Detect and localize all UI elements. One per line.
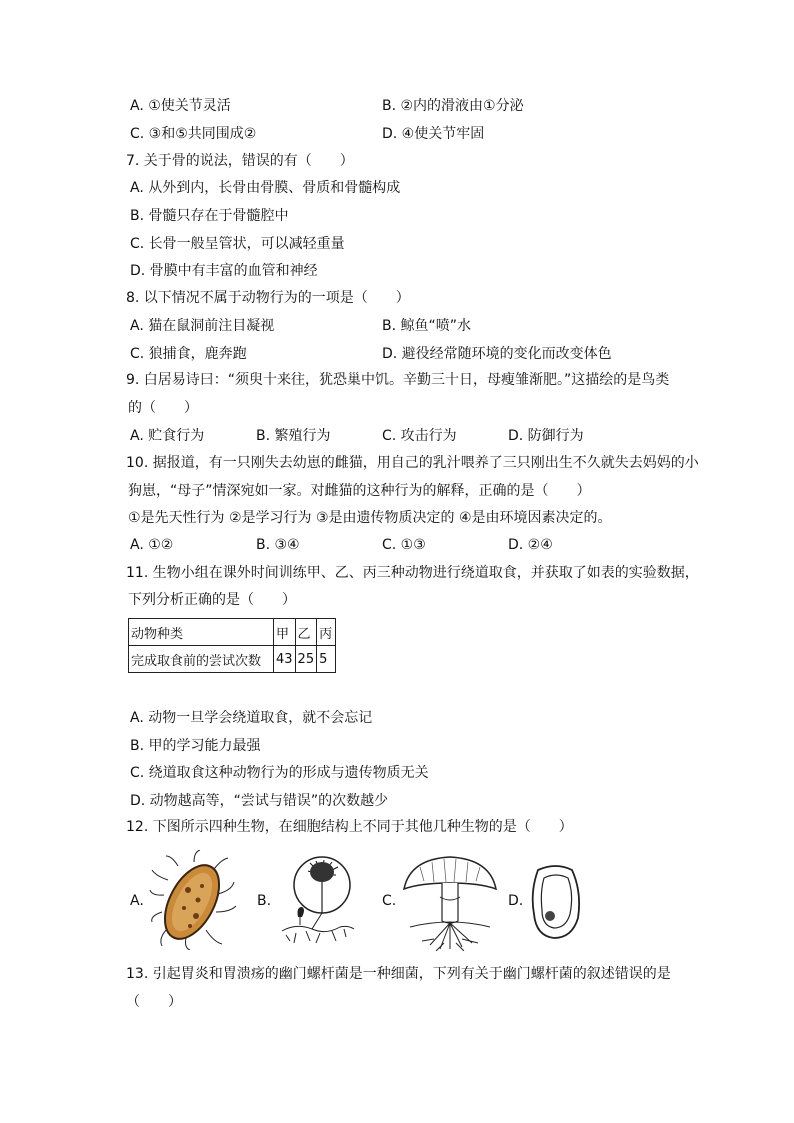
q12-label-c: C. (382, 893, 397, 909)
q8-option-a: A. 猫在鼠洞前注目凝视 (130, 318, 275, 334)
mold-illustration (276, 855, 356, 945)
q12-label-d: D. (508, 893, 524, 909)
table-row (129, 646, 336, 673)
table-header-cell: 甲 (274, 619, 296, 646)
q13-stem-line2: （ ） (126, 994, 182, 1010)
q9-option-b: B. 繁殖行为 (256, 428, 331, 444)
q7-option-c: C. 长骨一般呈管状，可以减轻重量 (130, 236, 345, 252)
q13-stem-line1: 13. 引起胃炎和胃溃疡的幽门螺杆菌是一种细菌，下列有关于幽门螺杆菌的叙述错误的是 (126, 966, 671, 982)
q12-label-a: A. (130, 893, 144, 909)
q9-stem-line1: 9. 白居易诗曰：“须臾十来往，犹恐巢中饥。辛勤三十日，母瘦雏渐肥。”这描绘的是鸟类 (126, 372, 670, 388)
q11-option-a: A. 动物一旦学会绕道取食，就不会忘记 (130, 710, 373, 726)
q10-stem-line3: ①是先天性行为 ②是学习行为 ③是由遗传物质决定的 ④是由环境因素决定的。 (128, 510, 612, 526)
q10-option-a: A. ①② (130, 537, 174, 553)
q12-label-b: B. (257, 893, 272, 909)
table-header-row (129, 619, 336, 646)
q11-option-c: C. 绕道取食这种动物行为的形成与遗传物质无关 (130, 765, 429, 781)
q6-option-d: D. ④使关节牢固 (382, 126, 485, 142)
q10-option-b: B. ③④ (256, 537, 300, 553)
q8-option-d: D. 避役经常随环境的变化而改变体色 (382, 346, 612, 362)
q9-option-a: A. 贮食行为 (130, 428, 205, 444)
q7-stem: 7. 关于骨的说法，错误的有（ ） (126, 153, 354, 169)
q8-stem: 8. 以下情况不属于动物行为的一项是（ ） (126, 290, 410, 306)
q6-option-b: B. ②内的滑液由①分泌 (382, 98, 524, 114)
q10-option-d: D. ②④ (508, 537, 553, 553)
q11-data-table (128, 618, 336, 673)
q6-option-c: C. ③和⑤共同围成② (130, 126, 257, 142)
q7-option-b: B. 骨髓只存在于骨髓腔中 (130, 208, 289, 224)
q9-option-c: C. 攻击行为 (382, 428, 457, 444)
q11-stem-line1: 11. 生物小组在课外时间训练甲、乙、丙三种动物进行绕道取食，并获取了如表的实验数据， (126, 565, 699, 581)
q8-option-c: C. 狼捕食，鹿奔跑 (130, 346, 247, 362)
q9-stem-line2: 的（ ） (128, 400, 198, 416)
q7-option-d: D. 骨膜中有丰富的血管和神经 (130, 263, 318, 279)
q11-option-d: D. 动物越高等，“尝试与错误”的次数越少 (130, 793, 389, 809)
q10-option-c: C. ①③ (382, 537, 426, 553)
table-header-cell: 动物种类 (129, 619, 274, 646)
table-cell: 完成取食前的尝试次数 (129, 646, 274, 673)
cell-illustration (528, 862, 584, 942)
table-cell: 25 (295, 646, 317, 673)
table-cell: 43 (274, 646, 296, 673)
q10-stem-line1: 10. 据报道，有一只刚失去幼崽的雌猫，用自己的乳汁喂养了三只刚出生不久就失去妈妈的小 (126, 455, 699, 471)
table-header-cell: 乙 (295, 619, 317, 646)
q10-stem-line2: 狗崽，“母子”情深宛如一家。对雌猫的这种行为的解释，正确的是（ ） (128, 483, 591, 499)
table-header-cell: 丙 (317, 619, 336, 646)
q6-option-a: A. ①使关节灵活 (130, 98, 231, 114)
mushroom-illustration (400, 853, 500, 951)
q12-stem: 12. 下图所示四种生物，在细胞结构上不同于其他几种生物的是（ ） (126, 819, 573, 835)
q11-option-b: B. 甲的学习能力最强 (130, 738, 261, 754)
q11-stem-line2: 下列分析正确的是（ ） (128, 592, 296, 608)
q8-option-b: B. 鲸鱼“喷”水 (382, 318, 472, 334)
q7-option-a: A. 从外到内，长骨由骨膜、骨质和骨髓构成 (130, 180, 401, 196)
table-cell: 5 (317, 646, 336, 673)
q9-option-d: D. 防御行为 (508, 428, 584, 444)
bacterium-illustration (148, 850, 238, 950)
